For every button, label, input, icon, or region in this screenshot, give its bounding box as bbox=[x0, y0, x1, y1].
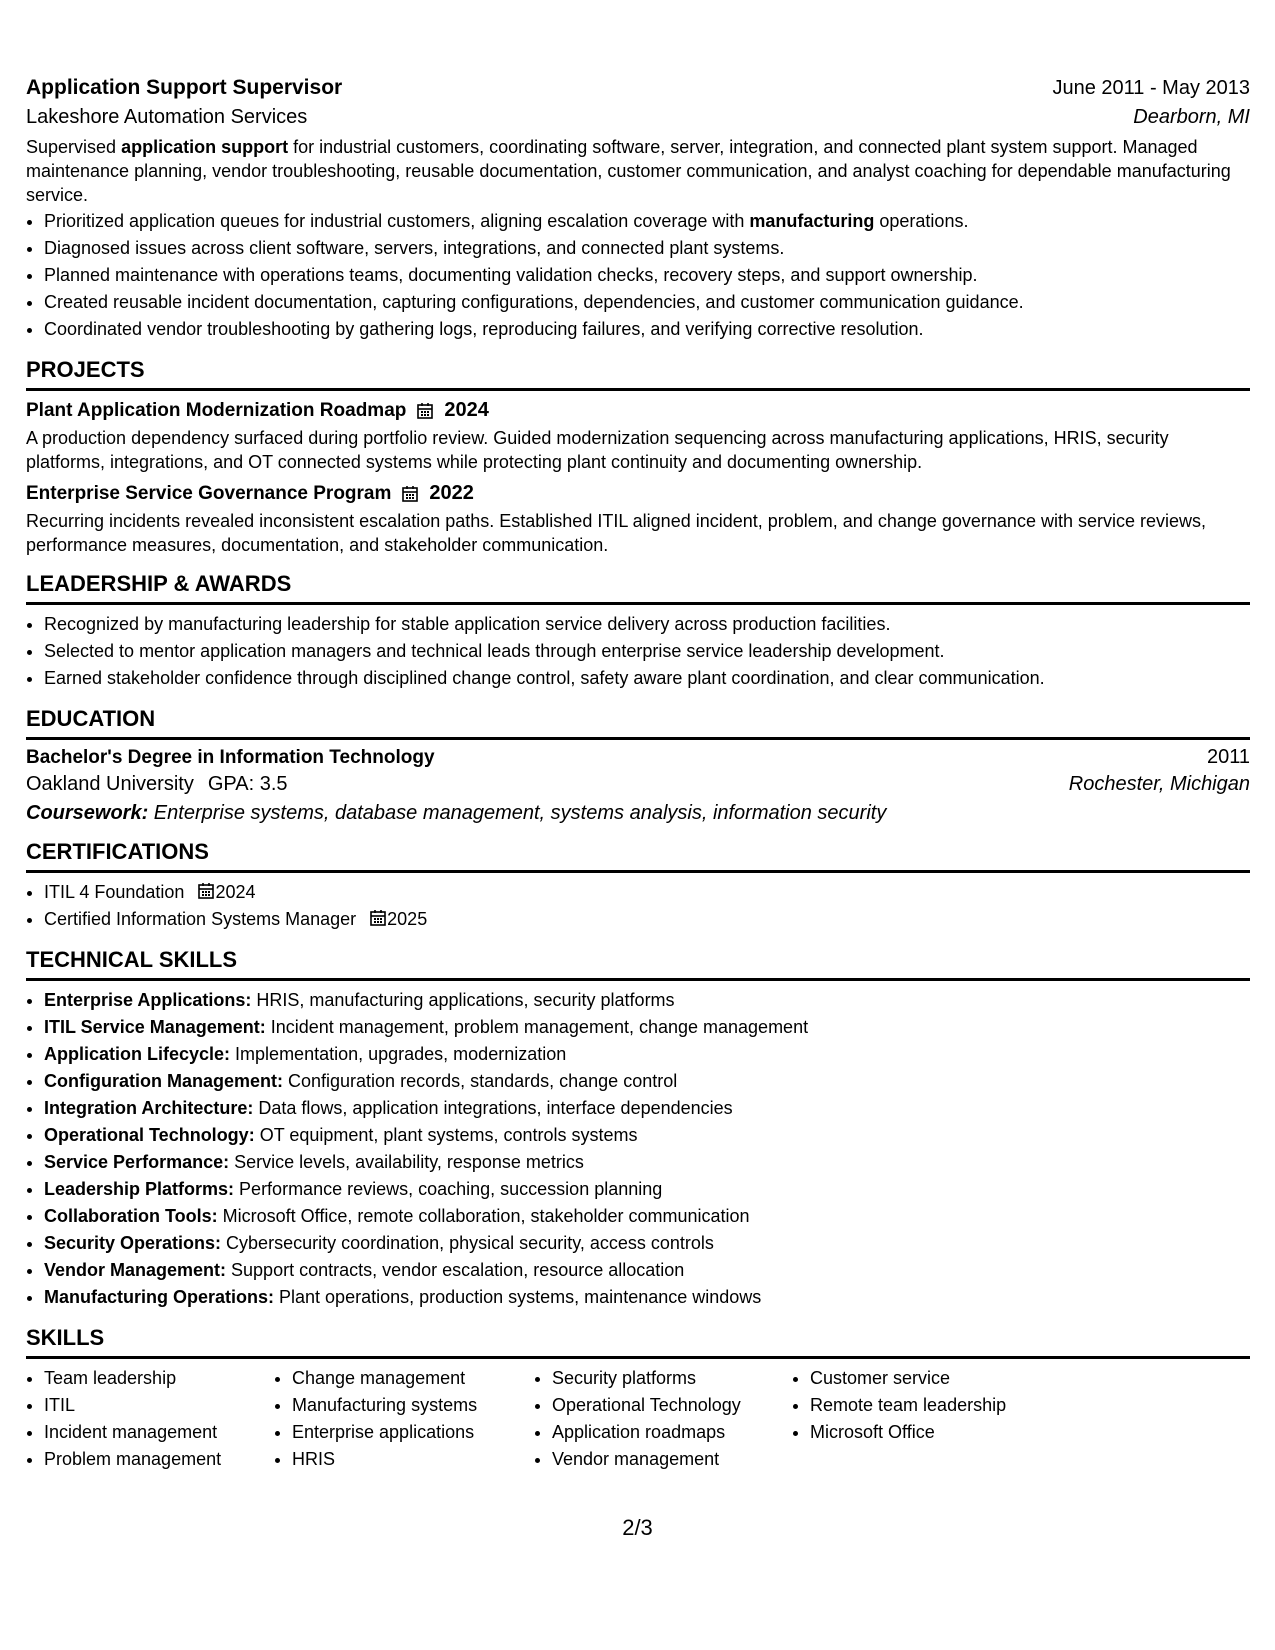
job-summary: Supervised application support for industrial customers, coordinating software, server, integration, and connected plant system support. Managed maintenance planning, vendor troubleshooting, reusable documentation, customer communication, and analyst coaching for dependable manufacturing service. bbox=[26, 137, 1231, 205]
certification-name: ITIL 4 Foundation bbox=[44, 882, 185, 902]
certification-year: 2024 bbox=[215, 882, 256, 902]
skills-grid bbox=[26, 1365, 1250, 1473]
calendar-icon bbox=[401, 485, 419, 503]
job-bullet: • Coordinated vendor troubleshooting by gathering logs, reproducing failures, and verifying corrective resolution. bbox=[44, 316, 1250, 343]
certification-year: 2025 bbox=[387, 909, 428, 929]
gpa: GPA: 3.5 bbox=[207, 773, 288, 795]
section-heading-skills: SKILLS bbox=[26, 1325, 1250, 1359]
calendar-icon bbox=[416, 402, 434, 420]
technical-skill-item: • ITIL Service Management: Incident management, problem management, change management bbox=[44, 1014, 1250, 1041]
skills-column bbox=[26, 1365, 274, 1473]
job-bullet: • Diagnosed issues across client software, servers, integrations, and connected plant systems. bbox=[44, 235, 1250, 262]
education-entry bbox=[26, 746, 1250, 825]
degree-year: 2011 bbox=[1206, 746, 1250, 768]
skills-column bbox=[792, 1365, 1070, 1473]
certification-name: Certified Information Systems Manager bbox=[44, 909, 357, 929]
section-heading-leadership: LEADERSHIP & AWARDS bbox=[26, 571, 1250, 605]
technical-skill-item: • Security Operations: Cybersecurity coordination, physical security, access controls bbox=[44, 1230, 1250, 1257]
section-heading-projects: PROJECTS bbox=[26, 357, 1250, 391]
job-entry bbox=[26, 76, 1250, 343]
technical-skill-item: • Manufacturing Operations: Plant operations, production systems, maintenance windows bbox=[44, 1284, 1250, 1311]
job-bullet: • Planned maintenance with operations teams, documenting validation checks, recovery steps, and support ownership. bbox=[44, 262, 1250, 289]
technical-skill-item: • Enterprise Applications: HRIS, manufacturing applications, security platforms bbox=[44, 987, 1250, 1014]
skills-column bbox=[534, 1365, 792, 1473]
project-year: 2022 bbox=[429, 482, 474, 504]
skills-column bbox=[274, 1365, 534, 1473]
page-number: 2/3 bbox=[622, 1515, 653, 1540]
leadership-list bbox=[26, 611, 1250, 692]
technical-skill-item: • Application Lifecycle: Implementation, upgrades, modernization bbox=[44, 1041, 1250, 1068]
skill-item: • Microsoft Office bbox=[810, 1419, 1070, 1446]
section-heading-certifications: CERTIFICATIONS bbox=[26, 839, 1250, 873]
technical-skill-item: • Collaboration Tools: Microsoft Office, remote collaboration, stakeholder communication bbox=[44, 1203, 1250, 1230]
skill-item: • Vendor management bbox=[552, 1446, 792, 1473]
project-title: Plant Application Modernization Roadmap bbox=[26, 399, 407, 421]
project-description: Recurring incidents revealed inconsistent escalation paths. Established ITIL aligned incident, problem, and change governance with service reviews, performance measures, documentation, and stakeholder communication. bbox=[26, 511, 1206, 555]
certification-item bbox=[44, 906, 1250, 933]
job-dates: June 2011 - May 2013 bbox=[1052, 77, 1250, 99]
skill-item: • Incident management bbox=[44, 1419, 274, 1446]
technical-skill-item: • Vendor Management: Support contracts, vendor escalation, resource allocation bbox=[44, 1257, 1250, 1284]
job-title: Application Support Supervisor bbox=[26, 76, 343, 99]
certification-list bbox=[26, 879, 1250, 933]
technical-skill-item: • Leadership Platforms: Performance reviews, coaching, succession planning bbox=[44, 1176, 1250, 1203]
school-name: Oakland University bbox=[26, 773, 194, 795]
resume-page bbox=[26, 76, 1250, 1473]
technical-skill-item: • Configuration Management: Configuration records, standards, change control bbox=[44, 1068, 1250, 1095]
calendar-icon bbox=[369, 908, 387, 926]
skill-item: • Remote team leadership bbox=[810, 1392, 1070, 1419]
skill-item: • Customer service bbox=[810, 1365, 1070, 1392]
job-bullet: • Prioritized application queues for industrial customers, aligning escalation coverage with manufacturing operations. bbox=[44, 208, 1250, 235]
skill-item: • ITIL bbox=[44, 1392, 274, 1419]
skill-item: • Team leadership bbox=[44, 1365, 274, 1392]
job-bullet: • Created reusable incident documentation, capturing configurations, dependencies, and customer communication guidance. bbox=[44, 289, 1250, 316]
skill-item: • Manufacturing systems bbox=[292, 1392, 534, 1419]
degree-title: Bachelor's Degree in Information Technology bbox=[26, 747, 435, 768]
technical-skill-item: • Service Performance: Service levels, availability, response metrics bbox=[44, 1149, 1250, 1176]
skill-item: • Operational Technology bbox=[552, 1392, 792, 1419]
leadership-item: • Selected to mentor application managers and technical leads through enterprise service leadership development. bbox=[44, 638, 1250, 665]
certification-item bbox=[44, 879, 1250, 906]
skill-item: • Change management bbox=[292, 1365, 534, 1392]
skill-item: • Problem management bbox=[44, 1446, 274, 1473]
project-item bbox=[26, 399, 1250, 474]
leadership-item: • Earned stakeholder confidence through disciplined change control, safety aware plant coordination, and clear communication. bbox=[44, 665, 1250, 692]
project-item bbox=[26, 482, 1250, 557]
leadership-item: • Recognized by manufacturing leadership for stable application service delivery across production facilities. bbox=[44, 611, 1250, 638]
project-description: A production dependency surfaced during portfolio review. Guided modernization sequencing across manufacturing applications, HRIS, security platforms, integrations, and OT connected systems while protecting plant continuity and documenting ownership. bbox=[26, 428, 1169, 472]
job-location: Dearborn, MI bbox=[1133, 106, 1250, 128]
technical-skill-item: • Operational Technology: OT equipment, plant systems, controls systems bbox=[44, 1122, 1250, 1149]
school-location: Rochester, Michigan bbox=[1068, 773, 1250, 795]
skill-item: • Security platforms bbox=[552, 1365, 792, 1392]
section-heading-technical-skills: TECHNICAL SKILLS bbox=[26, 947, 1250, 981]
project-year: 2024 bbox=[444, 399, 489, 421]
job-bullets bbox=[26, 208, 1250, 343]
job-company: Lakeshore Automation Services bbox=[26, 106, 308, 128]
project-title: Enterprise Service Governance Program bbox=[26, 482, 392, 504]
skill-item: • Enterprise applications bbox=[292, 1419, 534, 1446]
skill-item: • Application roadmaps bbox=[552, 1419, 792, 1446]
section-heading-education: EDUCATION bbox=[26, 706, 1250, 740]
coursework: Coursework: Enterprise systems, database management, systems analysis, information security bbox=[26, 802, 887, 824]
technical-skill-item: • Integration Architecture: Data flows, application integrations, interface dependencies bbox=[44, 1095, 1250, 1122]
technical-skills-list bbox=[26, 987, 1250, 1311]
calendar-icon bbox=[197, 881, 215, 899]
skill-item: • HRIS bbox=[292, 1446, 534, 1473]
